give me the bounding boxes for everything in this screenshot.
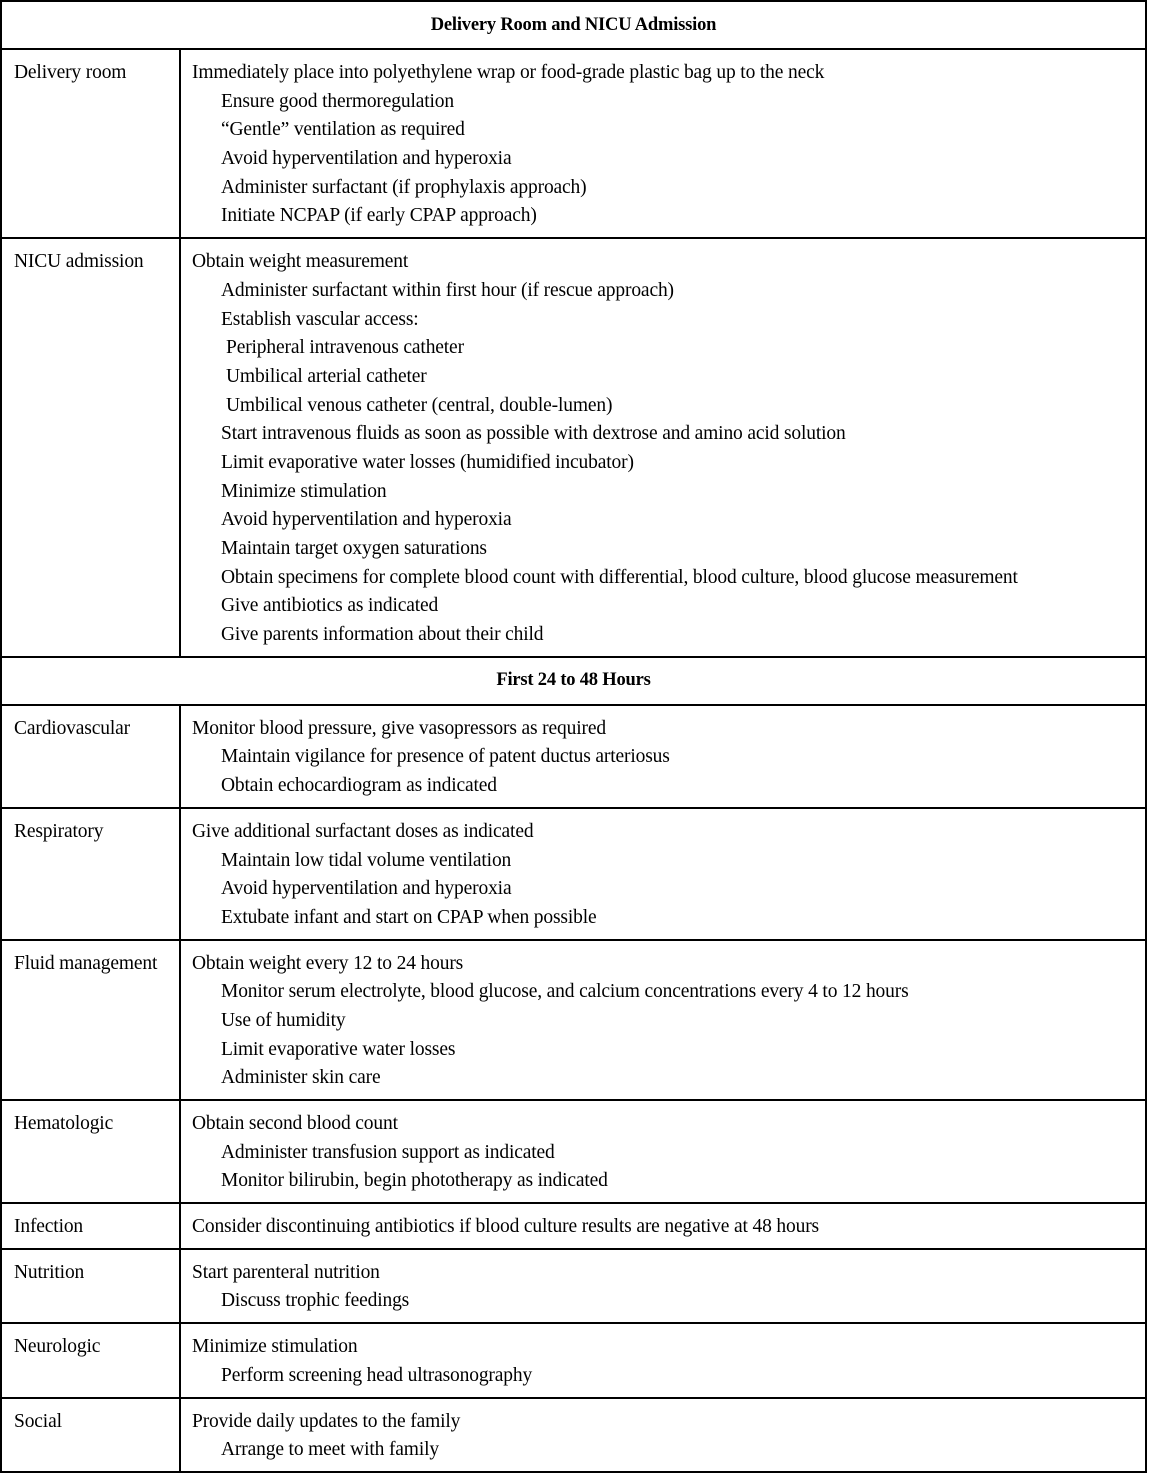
list-item: Obtain second blood count	[192, 1113, 398, 1134]
list-item: Maintain low tidal volume ventilation	[221, 849, 512, 871]
list-item: Monitor blood pressure, give vasopressors as required	[192, 717, 606, 739]
list-item: Consider discontinuing antibiotics if blood culture results are negative at 48 hours	[192, 1216, 819, 1238]
list-item: Discuss trophic feedings	[221, 1290, 410, 1312]
items-cell	[180, 1203, 1146, 1249]
table-row	[1, 808, 1146, 940]
list-item: Umbilical arterial catheter	[226, 365, 427, 387]
list-item: Monitor serum electrolyte, blood glucose, and calcium concentrations every 4 to 12 hours	[221, 981, 909, 1003]
list-item: Obtain weight every 12 to 24 hours	[192, 952, 464, 974]
table-row	[1, 238, 1146, 657]
list-item: Give antibiotics as indicated	[221, 595, 439, 617]
list-item: Monitor bilirubin, begin phototherapy as indicated	[221, 1170, 608, 1192]
list-item: Immediately place into polyethylene wrap or food-grade plastic bag up to the neck	[192, 62, 825, 83]
list-item: Administer transfusion support as indicated	[221, 1141, 555, 1163]
list-item: Minimize stimulation	[221, 480, 387, 502]
list-item: Avoid hyperventilation and hyperoxia	[221, 148, 512, 170]
section-header-row	[1, 657, 1146, 705]
list-item: Start parenteral nutrition	[192, 1261, 380, 1283]
category-cell-delivery-room	[1, 49, 180, 238]
category-label: NICU admission	[14, 251, 144, 273]
list-item: Limit evaporative water losses	[221, 1038, 456, 1060]
list-item: Obtain echocardiogram as indicated	[221, 775, 497, 797]
list-item: Obtain specimens for complete blood count with differential, blood culture, blood glucose measurement	[221, 566, 1018, 588]
list-item: Maintain target oxygen saturations	[221, 538, 487, 559]
list-item: Avoid hyperventilation and hyperoxia	[221, 878, 512, 900]
table-body	[1, 1, 1146, 1472]
table-row	[1, 1323, 1146, 1397]
list-item: Maintain vigilance for presence of patent ductus arteriosus	[221, 746, 670, 768]
category-label: Respiratory	[14, 820, 104, 842]
items-cell	[180, 1323, 1146, 1397]
items-cell	[180, 940, 1146, 1100]
list-item: Arrange to meet with family	[221, 1439, 439, 1461]
list-item: Use of humidity	[221, 1009, 346, 1031]
items-cell	[180, 1100, 1146, 1203]
section-title: First 24 to 48 Hours	[1, 657, 1146, 705]
list-item: Start intravenous fluids as soon as possible with dextrose and amino acid solution	[221, 423, 846, 445]
list-item: Give additional surfactant doses as indicated	[192, 820, 534, 842]
table-row	[1, 940, 1146, 1100]
list-item: Ensure good thermoregulation	[221, 90, 454, 112]
list-item: Perform screening head ultrasonography	[221, 1364, 533, 1386]
category-cell-cardiovascular	[1, 705, 180, 808]
items-cell	[180, 705, 1146, 808]
category-label: Nutrition	[14, 1261, 85, 1283]
list-item: Give parents information about their child	[221, 624, 544, 646]
category-label: Delivery room	[14, 62, 127, 83]
table-row	[1, 1249, 1146, 1323]
section-header-row	[1, 1, 1146, 49]
items-cell	[180, 808, 1146, 940]
category-cell-nutrition	[1, 1249, 180, 1323]
category-label: Fluid management	[14, 952, 158, 974]
table-row	[1, 1203, 1146, 1249]
category-label: Neurologic	[14, 1336, 101, 1358]
items-cell	[180, 1249, 1146, 1323]
list-item: Limit evaporative water losses (humidified incubator)	[221, 451, 634, 473]
list-item: Administer surfactant (if prophylaxis approach)	[221, 176, 587, 198]
list-item: Administer surfactant within first hour (if rescue approach)	[221, 279, 674, 301]
category-label: Cardiovascular	[14, 717, 130, 739]
items-cell	[180, 238, 1146, 657]
items-cell	[180, 49, 1146, 238]
category-cell-infection	[1, 1203, 180, 1249]
table-row	[1, 49, 1146, 238]
list-item: Provide daily updates to the family	[192, 1410, 461, 1432]
list-item: Avoid hyperventilation and hyperoxia	[221, 509, 512, 531]
list-item: Extubate infant and start on CPAP when possible	[221, 906, 597, 928]
category-label: Social	[14, 1410, 62, 1432]
list-item: “Gentle” ventilation as required	[221, 119, 465, 141]
category-label: Hematologic	[14, 1113, 114, 1134]
list-item: Obtain weight measurement	[192, 251, 409, 273]
category-cell-hematologic	[1, 1100, 180, 1203]
list-item: Administer skin care	[221, 1067, 381, 1089]
list-item: Establish vascular access:	[221, 308, 419, 330]
category-cell-nicu-admission	[1, 238, 180, 657]
table-row	[1, 705, 1146, 808]
section-title: Delivery Room and NICU Admission	[1, 1, 1146, 49]
list-item: Umbilical venous catheter (central, double-lumen)	[226, 394, 613, 416]
list-item: Peripheral intravenous catheter	[226, 337, 464, 359]
category-cell-fluid-management	[1, 940, 180, 1100]
table-row	[1, 1100, 1146, 1203]
category-label: Infection	[14, 1216, 84, 1238]
category-cell-neurologic	[1, 1323, 180, 1397]
category-cell-respiratory	[1, 808, 180, 940]
list-item: Initiate NCPAP (if early CPAP approach)	[221, 205, 537, 227]
list-item: Minimize stimulation	[192, 1336, 358, 1358]
